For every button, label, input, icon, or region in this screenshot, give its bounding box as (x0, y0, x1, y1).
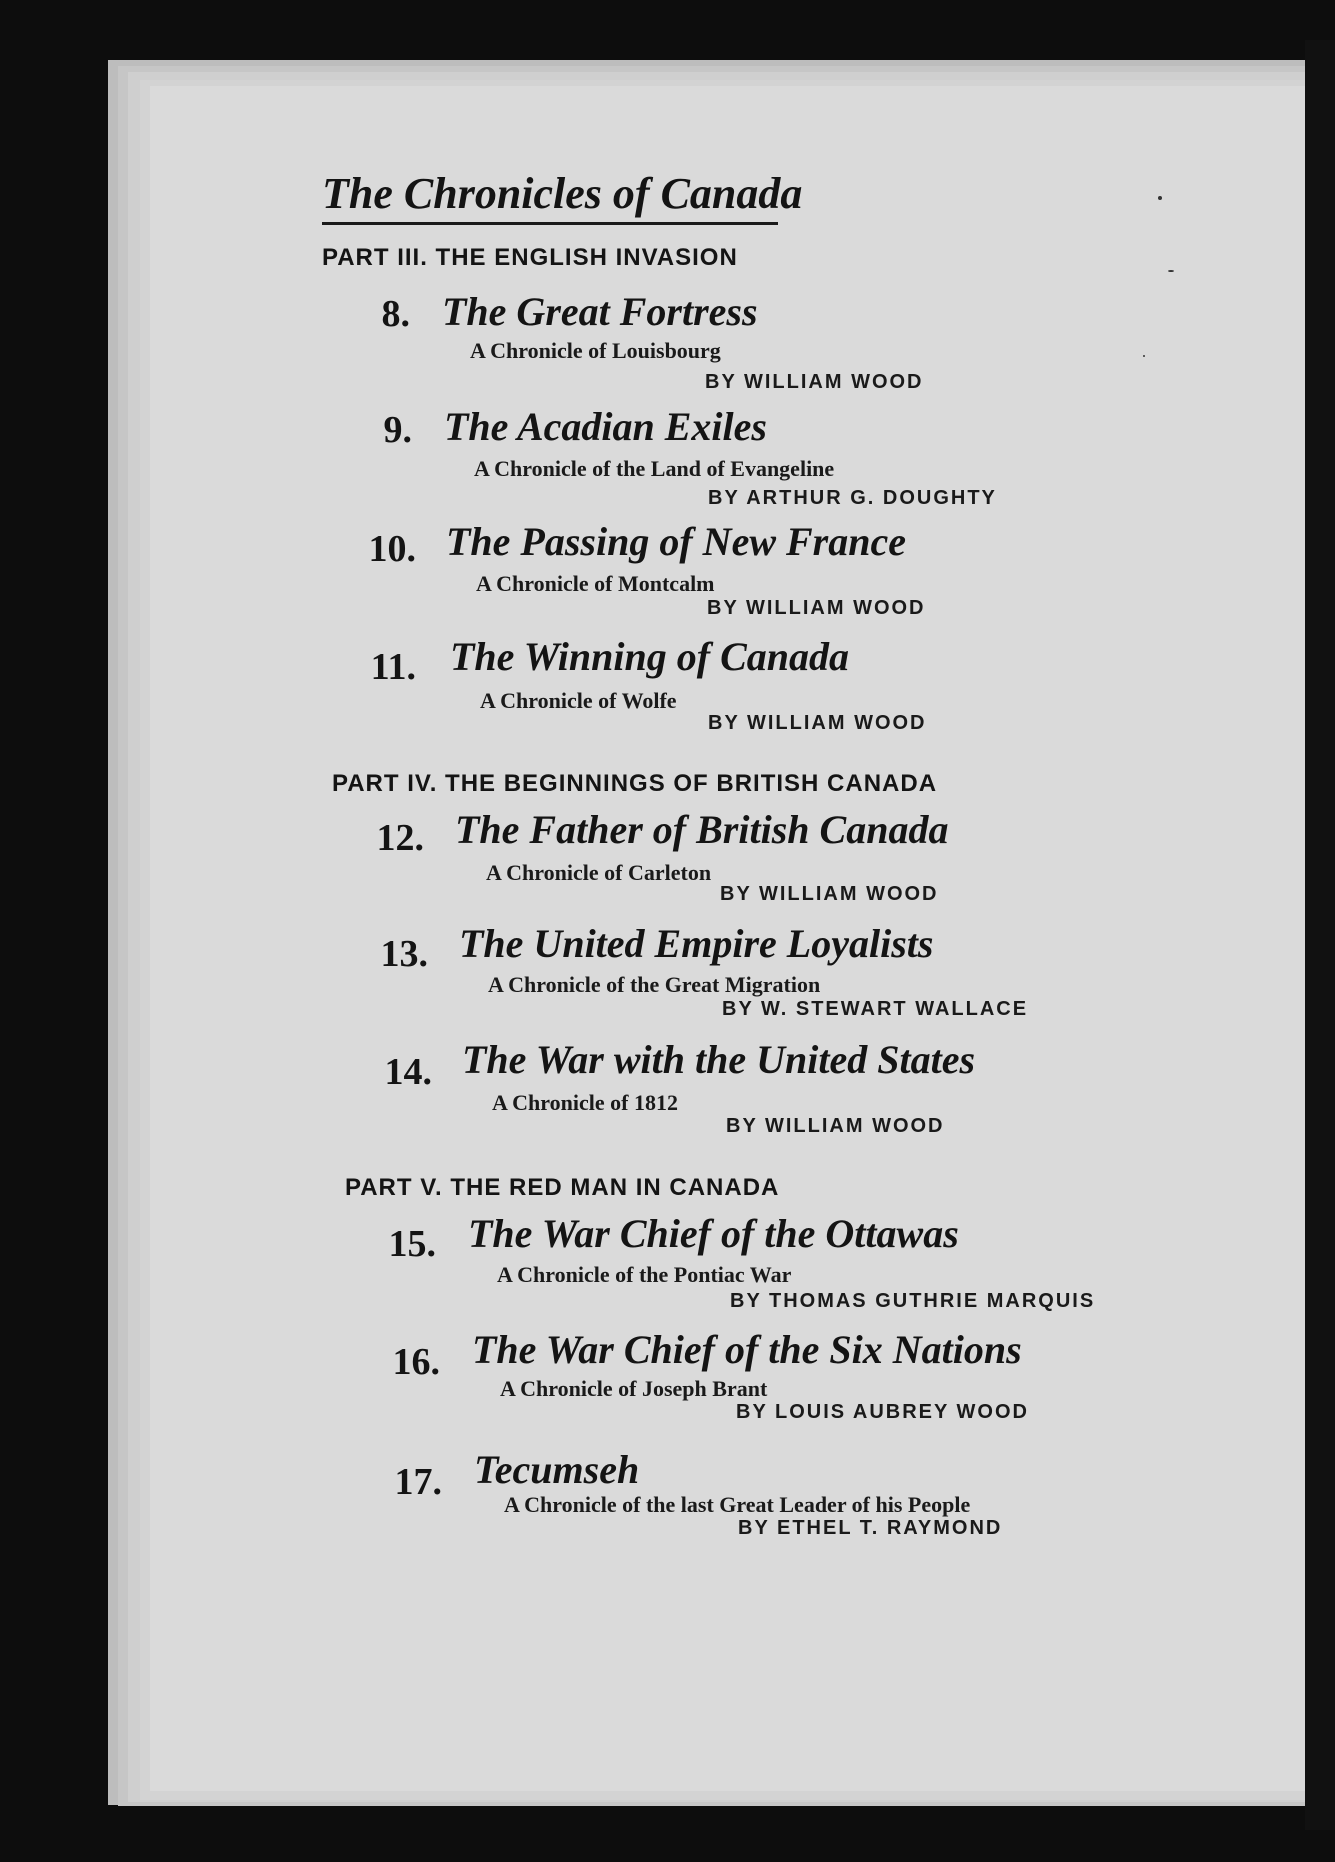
volume-subtitle: A Chronicle of Joseph Brant (500, 1376, 768, 1401)
part-heading: PART IV. THE BEGINNINGS OF BRITISH CANADA (332, 770, 938, 797)
volume-subtitle: A Chronicle of the Great Migration (488, 972, 821, 997)
volume-title: Tecumseh (474, 1447, 640, 1492)
volume-author: BY WILLIAM WOOD (707, 597, 926, 619)
volume-number: 10. (368, 528, 416, 570)
volume-title: The War Chief of the Six Nations (472, 1327, 1022, 1372)
volume-number: 12. (376, 817, 424, 859)
volume-subtitle: A Chronicle of the Pontiac War (497, 1262, 792, 1287)
page-speck (1158, 196, 1162, 200)
volume-number: 11. (370, 646, 416, 688)
volume-author: BY WILLIAM WOOD (726, 1115, 945, 1137)
volume-author: BY ARTHUR G. DOUGHTY (708, 487, 997, 509)
volume-number: 17. (394, 1461, 442, 1503)
volume-title: The War with the United States (462, 1037, 976, 1082)
volume-author: BY LOUIS AUBREY WOOD (736, 1401, 1029, 1423)
volume-number: 13. (380, 933, 428, 975)
volume-author: BY WILLIAM WOOD (708, 712, 927, 734)
volume-author: BY THOMAS GUTHRIE MARQUIS (730, 1290, 1096, 1312)
volume-subtitle: A Chronicle of the last Great Leader of his People (504, 1492, 971, 1517)
volume-title: The War Chief of the Ottawas (468, 1211, 959, 1256)
title-underline (322, 222, 778, 225)
volume-number: 14. (384, 1051, 432, 1093)
volume-subtitle: A Chronicle of 1812 (492, 1090, 678, 1115)
volume-author: BY ETHEL T. RAYMOND (738, 1517, 1003, 1539)
volume-number: 16. (392, 1341, 440, 1383)
page-speck (1143, 355, 1145, 357)
volume-title: The Great Fortress (442, 289, 758, 334)
volume-title: The Acadian Exiles (444, 404, 767, 449)
part-heading: PART V. THE RED MAN IN CANADA (345, 1174, 780, 1201)
series-title: The Chronicles of Canada (322, 169, 803, 218)
part-heading: PART III. THE ENGLISH INVASION (322, 244, 738, 271)
volume-subtitle: A Chronicle of Wolfe (480, 688, 677, 713)
volume-number: 15. (388, 1223, 436, 1265)
volume-subtitle: A Chronicle of Montcalm (476, 571, 715, 596)
binding-shadow (1305, 40, 1335, 1830)
volume-title: The Winning of Canada (450, 634, 850, 679)
volume-number: 8. (381, 293, 410, 335)
volume-author: BY WILLIAM WOOD (705, 371, 924, 393)
volume-author: BY WILLIAM WOOD (720, 883, 939, 905)
volume-number: 9. (383, 409, 412, 451)
volume-subtitle: A Chronicle of Carleton (486, 860, 712, 885)
volume-subtitle: A Chronicle of the Land of Evangeline (474, 456, 835, 481)
volume-title: The Father of British Canada (455, 807, 949, 852)
volume-title: The Passing of New France (446, 519, 906, 564)
volume-author: BY W. STEWART WALLACE (722, 998, 1029, 1020)
volume-title: The United Empire Loyalists (459, 921, 934, 966)
page-speck (1168, 270, 1174, 272)
volume-subtitle: A Chronicle of Louisbourg (470, 338, 721, 363)
